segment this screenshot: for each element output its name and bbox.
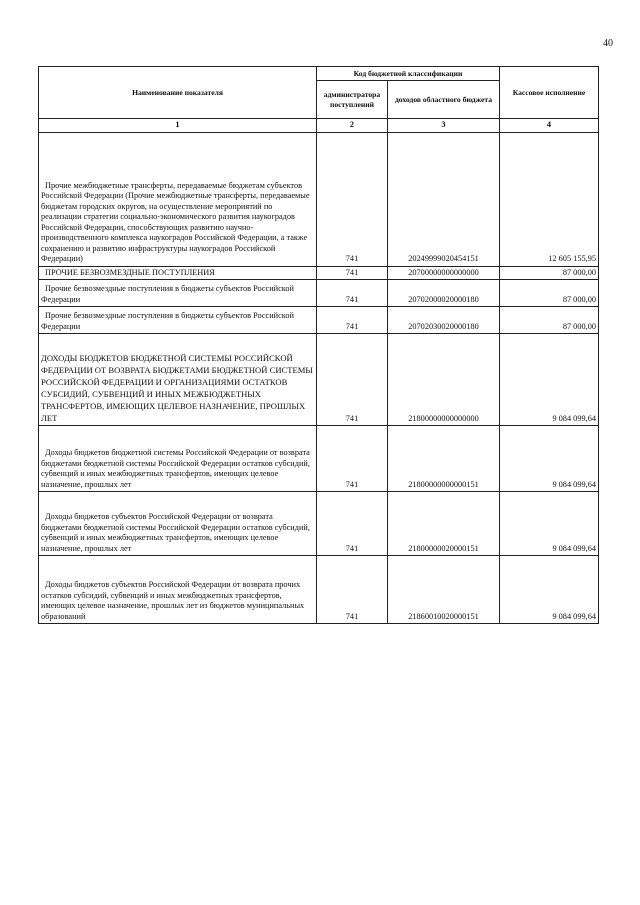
header-execution: Кассовое исполнение (500, 67, 599, 119)
row-code: 20702030020000180 (388, 307, 500, 334)
header-code-group: Код бюджетной классификации (317, 67, 500, 81)
row-admin: 741 (317, 266, 388, 280)
row-amount: 9 084 099,64 (500, 334, 599, 426)
col-number-3: 3 (388, 119, 500, 133)
col-number-1: 1 (39, 119, 317, 133)
row-admin: 741 (317, 132, 388, 266)
row-amount: 87 000,00 (500, 266, 599, 280)
budget-table (38, 66, 599, 624)
row-amount: 87 000,00 (500, 280, 599, 307)
row-amount: 9 084 099,64 (500, 492, 599, 556)
col-number-2: 2 (317, 119, 388, 133)
row-name: Прочие безвозмездные поступления в бюджеты субъектов Российской Федерации (39, 280, 317, 307)
col-number-4: 4 (500, 119, 599, 133)
row-code: 21800000000000000 (388, 334, 500, 426)
row-admin: 741 (317, 334, 388, 426)
table-row (39, 334, 599, 426)
table-row (39, 426, 599, 492)
header-admin: администратора поступлений (317, 81, 388, 119)
row-amount: 9 084 099,64 (500, 426, 599, 492)
table-row (39, 280, 599, 307)
table-row (39, 556, 599, 624)
page-number: 40 (603, 38, 613, 49)
row-amount: 12 605 155,95 (500, 132, 599, 266)
row-admin: 741 (317, 280, 388, 307)
header-name: Наименование показателя (39, 67, 317, 119)
row-code: 21800000020000151 (388, 492, 500, 556)
row-code: 21860010020000151 (388, 556, 500, 624)
row-name: Прочие безвозмездные поступления в бюджеты субъектов Российской Федерации (39, 307, 317, 334)
row-amount: 9 084 099,64 (500, 556, 599, 624)
row-admin: 741 (317, 307, 388, 334)
row-admin: 741 (317, 492, 388, 556)
row-name: Прочие межбюджетные трансферты, передаваемые бюджетам субъектов Российской Федерации (Прочие межбюджетные трансферты, передаваемые бюджетам городских округов, на осуществление мероприятий по реализации стратегии социально-экономического развития наукоградов Российской Федерации, способствующих развитию научно-производственного комплекса наукоградов Российской Федерации, а также сохранению и развитию инфраструктуры наукоградов Российской Федерации) (39, 132, 317, 266)
row-name: Доходы бюджетов бюджетной системы Российской Федерации от возврата бюджетами бюджетной системы Российской Федерации остатков субсидий, субвенций и иных межбюджетных трансфертов, имеющих целевое назначение, прошлых лет (39, 426, 317, 492)
row-code: 20702000020000180 (388, 280, 500, 307)
row-admin: 741 (317, 426, 388, 492)
row-name: ДОХОДЫ БЮДЖЕТОВ БЮДЖЕТНОЙ СИСТЕМЫ РОССИЙСКОЙ ФЕДЕРАЦИИ ОТ ВОЗВРАТА БЮДЖЕТАМИ БЮДЖЕТНОЙ СИСТЕМЫ РОССИЙСКОЙ ФЕДЕРАЦИИ И ОРГАНИЗАЦИЯМИ ОСТАТКОВ СУБСИДИЙ, СУБВЕНЦИЙ И ИНЫХ МЕЖБЮДЖЕТНЫХ ТРАНСФЕРТОВ, ИМЕЮЩИХ ЦЕЛЕВОЕ НАЗНАЧЕНИЕ, ПРОШЛЫХ ЛЕТ (39, 334, 317, 426)
row-name: Доходы бюджетов субъектов Российской Федерации от возврата прочих остатков субсидий, субвенций и иных межбюджетных трансфертов, имеющих целевое назначение, прошлых лет из бюджетов муниципальных образований (39, 556, 317, 624)
row-admin: 741 (317, 556, 388, 624)
table-row (39, 266, 599, 280)
row-code: 20700000000000000 (388, 266, 500, 280)
table-row (39, 132, 599, 266)
row-code: 20249999020454151 (388, 132, 500, 266)
table-row (39, 492, 599, 556)
row-name: ПРОЧИЕ БЕЗВОЗМЕЗДНЫЕ ПОСТУПЛЕНИЯ (39, 266, 317, 280)
row-name: Доходы бюджетов субъектов Российской Федерации от возврата бюджетами бюджетной системы Российской Федерации остатков субсидий, субвенций и иных межбюджетных трансфертов, имеющих целевое назначение, прошлых лет (39, 492, 317, 556)
table-row (39, 307, 599, 334)
row-code: 21800000000000151 (388, 426, 500, 492)
row-amount: 87 000,00 (500, 307, 599, 334)
header-income: доходов областного бюджета (388, 81, 500, 119)
